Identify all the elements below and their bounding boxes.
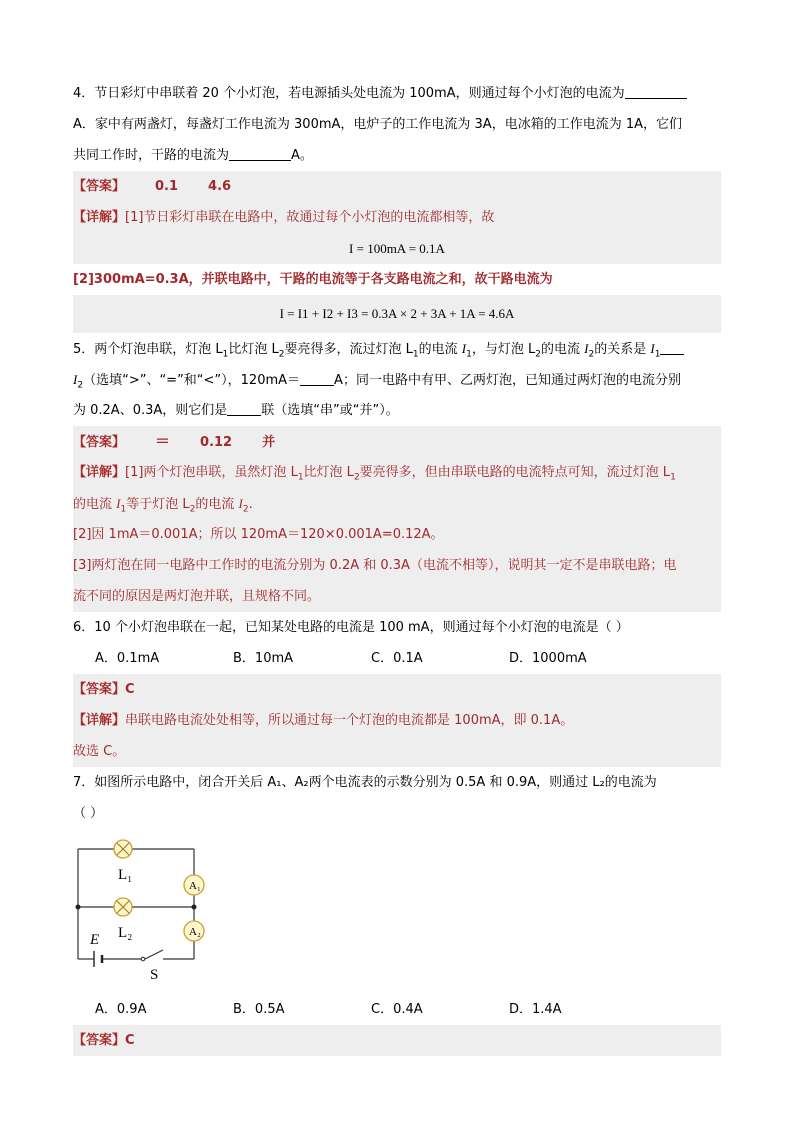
q4-line-3 bbox=[73, 140, 721, 171]
sub-2: 2 bbox=[77, 380, 84, 391]
sub-1: 1 bbox=[466, 349, 472, 360]
q6-options bbox=[73, 643, 721, 674]
q5-detail-4 bbox=[73, 550, 721, 581]
q6-stem bbox=[73, 612, 721, 643]
lamp-l2-icon bbox=[114, 898, 132, 916]
answer-tag: 【答案】 bbox=[73, 1033, 126, 1048]
var-i: I bbox=[238, 496, 243, 511]
sub-2: 2 bbox=[189, 504, 196, 515]
q5-detail-5 bbox=[73, 581, 721, 612]
var-i: I bbox=[116, 496, 121, 511]
detail-tag: 【详解】 bbox=[73, 713, 126, 728]
circuit-diagram bbox=[73, 829, 721, 994]
q5-text-3b: 联（选填“串”或“并”）。 bbox=[261, 403, 399, 418]
var-i: I bbox=[461, 341, 467, 356]
q6-text: 6．10 个小灯泡串联在一起，已知某处电路的电流是 100 mA，则通过每个小灯泡的电流是（ ） bbox=[73, 620, 629, 635]
var-i: I bbox=[584, 341, 589, 356]
q5-detail-1 bbox=[73, 457, 721, 488]
q5-detail-1c: 要亮得多，但由串联电路的电流特点可知，流过灯泡 L bbox=[359, 465, 671, 480]
q5-line-2 bbox=[73, 364, 721, 395]
q6-conclusion-text: 故选 C。 bbox=[73, 744, 126, 759]
q5-text-1e: ，与灯泡 L bbox=[471, 342, 536, 357]
q7-answer-value: C bbox=[125, 1033, 135, 1048]
q6-conclusion bbox=[73, 736, 721, 767]
q7-text-2: （ ） bbox=[73, 806, 104, 821]
sub-2: 2 bbox=[242, 504, 249, 515]
q6-detail bbox=[73, 705, 721, 736]
detail-tag: 【详解】 bbox=[73, 210, 126, 225]
q4-text-2: A．家中有两盏灯，每盏灯工作电流为 300mA，电炉子的工作电流为 3A，电冰箱的工作电流为 1A，它们 bbox=[73, 117, 682, 132]
detail-tag: 【详解】 bbox=[73, 465, 126, 480]
q6-option-a: A．0.1mA bbox=[95, 651, 160, 666]
answer-tag: 【答案】 bbox=[73, 682, 126, 697]
sub-2: 2 bbox=[588, 349, 595, 360]
q4-formula-2 bbox=[73, 295, 721, 333]
q4-detail-2-text: [2]300mA=0.3A，并联电路中，干路的电流等于各支路电流之和，故干路电流为 bbox=[73, 272, 553, 287]
q4-formula-1 bbox=[73, 233, 721, 264]
q5-answer-2: 0.12 bbox=[200, 435, 233, 450]
q5-text-1g: 的关系是 bbox=[594, 342, 651, 357]
var-i: I bbox=[73, 372, 78, 387]
label-l2: L₂ bbox=[118, 925, 133, 941]
var-i: I bbox=[650, 341, 655, 356]
q5-text-2b: A；同一电路中有甲、乙两灯泡，已知通过两灯泡的电流分别 bbox=[334, 373, 681, 388]
q7-answer bbox=[73, 1025, 721, 1056]
sub-1: 1 bbox=[412, 349, 419, 360]
q6-option-b: B．10mA bbox=[233, 651, 294, 666]
q6-option-c: C．0.1A bbox=[371, 651, 423, 666]
q5-detail-2d: . bbox=[248, 497, 253, 512]
q5-detail-2 bbox=[73, 488, 721, 519]
q5-detail-5-text: 流不同的原因是两灯泡并联，且规格不同。 bbox=[73, 589, 321, 604]
node-dot-right bbox=[192, 905, 197, 910]
sub-2: 2 bbox=[535, 349, 541, 360]
q6-answer-value: C bbox=[125, 682, 135, 697]
sub-1: 1 bbox=[670, 472, 676, 483]
q5-detail-1a: [1]两个灯泡串联，虽然灯泡 L bbox=[125, 465, 298, 480]
sub-2: 2 bbox=[353, 472, 360, 483]
sub-1: 1 bbox=[654, 349, 661, 360]
q4-text-1: 4．节日彩灯中串联着 20 个小灯泡，若电源插头处电流为 100mA，则通过每个小灯泡的电流为 bbox=[73, 86, 625, 101]
q4-answer bbox=[73, 171, 721, 202]
label-l1: L₁ bbox=[118, 867, 133, 883]
q4-text-3b: A。 bbox=[291, 148, 313, 163]
q5-detail-1b: 比灯泡 L bbox=[303, 465, 354, 480]
q5-blank-3 bbox=[227, 401, 261, 416]
q5-detail-2c: 的电流 bbox=[195, 497, 239, 512]
q4-formula-2-text: I = I1 + I2 + I3 = 0.3A × 2 + 3A + 1A = 4.6A bbox=[279, 306, 515, 321]
q5-text-1b: 比灯泡 L bbox=[228, 342, 279, 357]
q5-answer-3: 并 bbox=[262, 435, 276, 450]
label-e: E bbox=[90, 932, 100, 948]
q5-text-1f: 的电流 bbox=[540, 342, 585, 357]
q4-blank-1 bbox=[625, 84, 687, 99]
q6-answer bbox=[73, 674, 721, 705]
switch-contact bbox=[141, 957, 145, 961]
document-page bbox=[73, 78, 721, 1056]
answer-tag: 【答案】 bbox=[73, 179, 126, 194]
q4-formula-1-text: I = 100mA = 0.1A bbox=[349, 241, 445, 256]
answer-tag: 【答案】 bbox=[73, 435, 126, 450]
q5-detail-2a: 的电流 bbox=[73, 497, 117, 512]
circuit-svg bbox=[73, 829, 253, 994]
q5-detail-2b: 等于灯泡 L bbox=[126, 497, 190, 512]
q6-option-d: D．1000mA bbox=[509, 651, 587, 666]
q5-text-1c: 要亮得多，流过灯泡 L bbox=[284, 342, 413, 357]
sub-1: 1 bbox=[120, 504, 127, 515]
q7-option-b: B．0.5A bbox=[233, 1002, 285, 1017]
q4-line-1 bbox=[73, 78, 721, 109]
q4-answer-1: 0.1 bbox=[155, 179, 179, 194]
q7-line-1 bbox=[73, 767, 721, 798]
q5-answer bbox=[73, 426, 721, 457]
q4-blank-2 bbox=[229, 146, 291, 161]
label-a2: A₂ bbox=[189, 926, 201, 938]
q4-detail-2 bbox=[73, 264, 721, 295]
q5-detail-3-text: [2]因 1mA＝0.001A；所以 120mA＝120×0.001A=0.12A。 bbox=[73, 527, 444, 542]
q5-line-3 bbox=[73, 395, 721, 426]
q7-option-d: D．1.4A bbox=[509, 1002, 562, 1017]
node-dot-left bbox=[76, 905, 81, 910]
q7-option-a: A．0.9A bbox=[95, 1002, 147, 1017]
q4-text-3a: 共同工作时，干路的电流为 bbox=[73, 148, 230, 163]
q5-text-1a: 5．两个灯泡串联，灯泡 L bbox=[73, 342, 223, 357]
q4-answer-2: 4.6 bbox=[208, 179, 232, 194]
q7-option-c: C．0.4A bbox=[371, 1002, 423, 1017]
label-a1: A₁ bbox=[189, 880, 201, 892]
q5-blank-1 bbox=[660, 340, 684, 355]
q5-text-2a: （选填“>”、“=”和“<”），120mA＝ bbox=[83, 373, 301, 388]
q4-line-2 bbox=[73, 109, 721, 140]
q7-line-2 bbox=[73, 798, 721, 829]
sub-1: 1 bbox=[297, 472, 304, 483]
sub-1: 1 bbox=[222, 349, 229, 360]
q7-options bbox=[73, 994, 721, 1025]
lamp-l1-icon bbox=[114, 840, 132, 858]
q7-text-1: 7．如图所示电路中，闭合开关后 A₁、A₂两个电流表的示数分别为 0.5A 和 0.9A，则通过 L₂的电流为 bbox=[73, 775, 657, 790]
label-s: S bbox=[150, 967, 159, 983]
q5-answer-1: ＝ bbox=[155, 432, 171, 450]
q5-blank-2 bbox=[300, 371, 334, 386]
q4-detail-1 bbox=[73, 202, 721, 233]
q5-text-3a: 为 0.2A、0.3A，则它们是 bbox=[73, 403, 228, 418]
q6-detail-text: 串联电路电流处处相等，所以通过每一个灯泡的电流都是 100mA，即 0.1A。 bbox=[125, 713, 574, 728]
q5-line-1 bbox=[73, 333, 721, 364]
q5-text-1d: 的电流 bbox=[418, 342, 462, 357]
q4-detail-1-text: [1]节日彩灯串联在电路中，故通过每个小灯泡的电流都相等，故 bbox=[125, 210, 495, 225]
sub-2: 2 bbox=[278, 349, 285, 360]
q5-detail-4-text: [3]两灯泡在同一电路中工作时的电流分别为 0.2A 和 0.3A（电流不相等），说明其一定不是串联电路；电 bbox=[73, 558, 677, 573]
q5-detail-3 bbox=[73, 519, 721, 550]
